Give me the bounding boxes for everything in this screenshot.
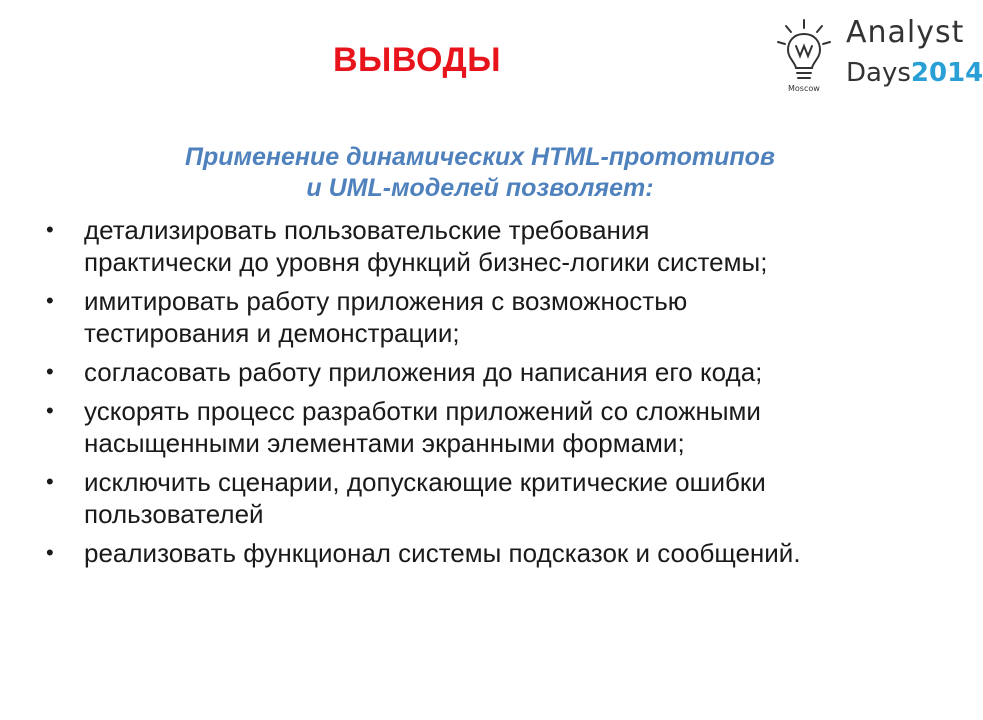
list-item-line2: пользователей	[84, 499, 264, 529]
logo-title-line2	[846, 58, 983, 88]
analyst-days-logo	[770, 12, 983, 97]
list-item-line1: реализовать функционал системы подсказок и сообщений.	[84, 538, 801, 568]
slide-title: ВЫВОДЫ	[333, 41, 502, 79]
list-item	[40, 537, 920, 569]
list-item-line2: насыщенными элементами экранными формами;	[84, 428, 685, 458]
bullet-icon: •	[46, 540, 54, 565]
bullet-icon: •	[46, 398, 54, 423]
bullet-icon: •	[46, 288, 54, 313]
logo-year: 2014	[910, 58, 983, 88]
list-item-line2: практически до уровня функций бизнес-логики системы;	[84, 247, 768, 277]
conclusions-list	[40, 214, 920, 576]
subtitle-line2: и UML-моделей позволяет:	[306, 174, 654, 202]
list-item	[40, 285, 920, 349]
logo-title-line1: Analyst	[846, 15, 965, 50]
bullet-icon: •	[46, 469, 54, 494]
list-item	[40, 395, 920, 459]
list-item-line1: исключить сценарии, допускающие критические ошибки	[84, 467, 766, 497]
subtitle-line1: Применение динамических HTML-прототипов	[185, 143, 775, 171]
logo-city: Moscow	[788, 84, 820, 93]
list-item-line1: детализировать пользовательские требования	[84, 215, 650, 245]
list-item	[40, 356, 920, 388]
list-item-line1: имитировать работу приложения с возможностью	[84, 286, 688, 316]
bullet-icon: •	[46, 359, 54, 384]
list-item-line2: тестирования и демонстрации;	[84, 318, 460, 348]
list-item-line1: согласовать работу приложения до написания его кода;	[84, 357, 763, 387]
logo-days-text: Days	[846, 58, 911, 88]
list-item	[40, 214, 920, 278]
list-item	[40, 466, 920, 530]
bullet-icon: •	[46, 217, 54, 242]
list-item-line1: ускорять процесс разработки приложений со сложными	[84, 396, 761, 426]
slide-subtitle	[60, 142, 900, 204]
